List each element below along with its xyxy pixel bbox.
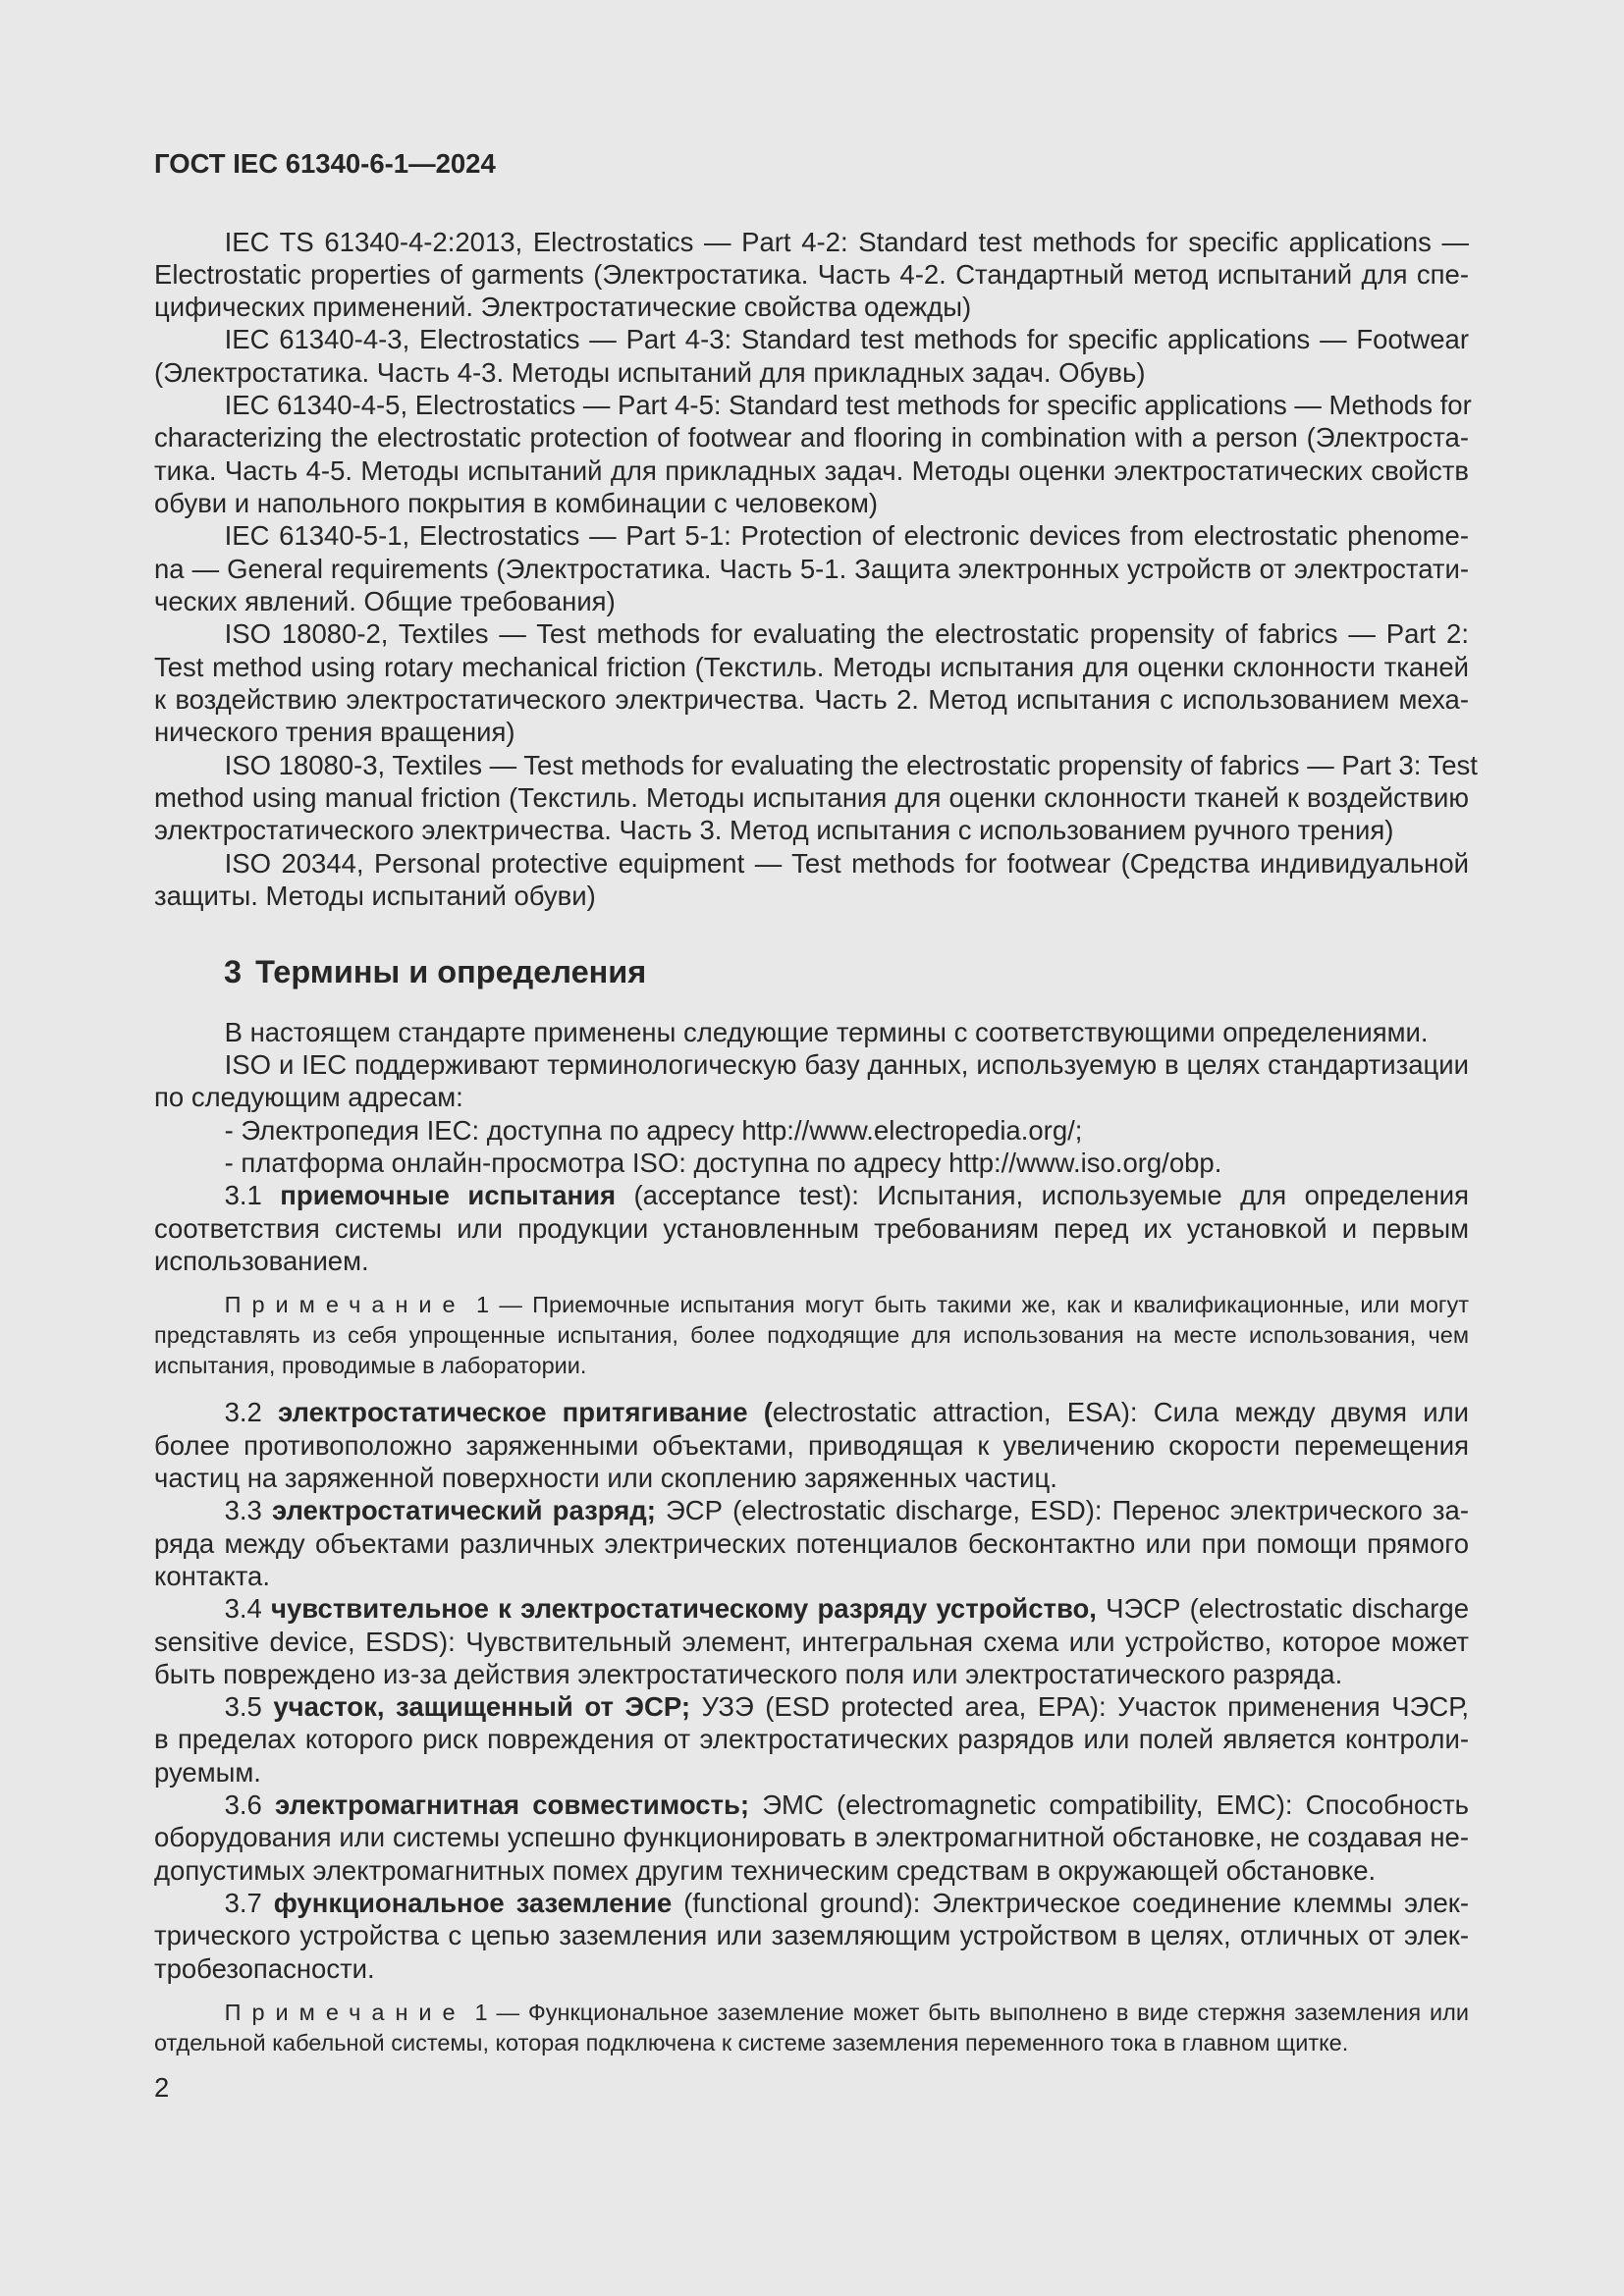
term-name: электромагнитная совместимость;: [275, 1789, 750, 1821]
term-name: приемочные испытания: [280, 1180, 617, 1211]
text-run: (Электростатика. Часть 4-3. Методы испытаний для прикладных задач. Обувь): [154, 356, 1146, 388]
text-run: characterizing the electrostatic protection of footwear and flooring in combination with a person (Электроста-: [154, 422, 1469, 454]
term-name: участок, защищенный от ЭСР;: [273, 1691, 690, 1723]
text-line: [154, 487, 1469, 519]
text-run: ЭСР (electrostatic discharge, ESD): Перенос электрического за-: [655, 1495, 1469, 1526]
text-line: [154, 226, 1469, 258]
text-line: [154, 1821, 1469, 1853]
text-run: трического устройства с цепью заземления или заземляющим устройством в целях, отличных от элек-: [154, 1920, 1469, 1951]
text-line: [154, 1626, 1469, 1658]
text-run: частиц на заряженной поверхности или скоплению заряженных частиц.: [154, 1462, 1057, 1493]
text-line: [154, 1081, 1469, 1113]
text-line: [154, 1147, 1469, 1179]
text-line: [154, 1887, 1469, 1919]
text-line: [154, 1658, 1469, 1690]
text-run: испытания, проводимые в лаборатории.: [154, 1352, 587, 1378]
reference-entry: [154, 323, 1469, 389]
text-run: method using manual friction (Текстиль. Методы испытания для оценки склонности тканей к воздействию: [154, 782, 1469, 814]
text-run: ISO 20344, Personal protective equipment — Test methods for footwear (Средства индивидуальной: [224, 847, 1469, 879]
term-entry: [154, 1179, 1469, 1277]
text-run: IEC 61340-5-1, Electrostatics — Part 5-1: Protection of electronic devices from electrostatic phenome-: [224, 520, 1469, 552]
list-item: [154, 1147, 1469, 1179]
text-run: IEC 61340-4-3, Electrostatics — Part 4-3: Standard test methods for specific applications — Footwear: [224, 324, 1469, 355]
reference-entry: [154, 519, 1469, 617]
text-run: в пределах которого риск повреждения от электростатических разрядов или полей является контроли-: [154, 1724, 1469, 1755]
text-line: [154, 1212, 1469, 1245]
text-run: ISO 18080-3, Textiles — Test methods for evaluating the electrostatic propensity of fabrics — Part 3: Test: [224, 749, 1478, 780]
text-run: тробезопасности.: [154, 1952, 375, 1984]
text-line: [154, 323, 1469, 355]
text-line: [154, 421, 1469, 454]
section-heading: [224, 952, 646, 991]
text-run: (functional ground): Электрическое соединение клеммы элек-: [672, 1888, 1469, 1919]
term-entry: [154, 1494, 1469, 1592]
text-line: [154, 716, 1469, 748]
text-run: Test method using rotary mechanical friction (Текстиль. Методы испытания для оценки склонности тканей: [154, 651, 1469, 682]
text-run: руемым.: [154, 1756, 261, 1788]
text-run: защиты. Методы испытаний обуви): [154, 881, 596, 912]
text-run: - платформа онлайн-просмотра ISO: доступна по адресу http://www.iso.org/obp.: [224, 1148, 1222, 1179]
text-run: 3.4: [224, 1593, 272, 1625]
normative-references-list: [154, 226, 1478, 913]
text-run: В настоящем стандарте применены следующие термины с соответствующими определениями.: [224, 1016, 1429, 1047]
text-line: [154, 1429, 1469, 1462]
text-run: тика. Часть 4-5. Методы испытаний для прикладных задач. Методы оценки электростатических свойств: [154, 454, 1469, 486]
text-run: 3.6: [224, 1789, 276, 1821]
text-line: [154, 389, 1472, 421]
text-line: [154, 1179, 1469, 1211]
text-run: 3.7: [224, 1888, 274, 1919]
text-line: [154, 651, 1469, 683]
text-run: IEC 61340-4-5, Electrostatics — Part 4-5: Standard test methods for specific applications — Methods for: [224, 390, 1472, 421]
text-line: [154, 1320, 1469, 1351]
text-run: к воздействию электростатического электричества. Часть 2. Метод испытания с использованием меха-: [154, 684, 1469, 716]
text-run: ЧЭСР (electrostatic discharge: [1096, 1593, 1469, 1625]
text-run: представлять из себя упрощенные испытания, более подходящие для использования на месте использования, чем: [154, 1322, 1469, 1349]
text-line: [154, 749, 1478, 781]
text-line: [154, 617, 1469, 650]
text-line: [154, 1854, 1469, 1887]
text-line: [154, 1462, 1469, 1494]
term-name: чувствительное к электростатическому разряду устройство,: [271, 1593, 1097, 1625]
text-run: отдельной кабельной системы, которая подключена к системе заземления переменного тока в главном щитке.: [154, 2029, 1349, 2056]
text-line: [154, 1351, 1469, 1381]
section-title: Термины и определения: [255, 954, 647, 989]
text-line: [154, 683, 1469, 716]
text-run: ISO 18080-2, Textiles — Test methods for evaluating the electrostatic propensity of fabrics — Part 2:: [224, 618, 1469, 650]
text-line: [154, 1998, 1469, 2028]
text-line: [154, 1290, 1469, 1320]
text-run: 1 — Приемочные испытания могут быть такими же, как и квалификационные, или могут: [465, 1292, 1469, 1318]
text-line: [154, 1048, 1469, 1081]
text-run: более противоположно заряженными объектами, приводящая к увеличению скорости перемещения: [154, 1429, 1469, 1461]
text-line: [154, 1919, 1469, 1951]
note-label: Примечание: [224, 1292, 466, 1318]
text-run: ческих явлений. Общие требования): [154, 586, 616, 617]
text-line: [154, 1560, 1469, 1592]
text-run: ряда между объектами различных электрических потенциалов бесконтактно или при помощи прямого: [154, 1527, 1469, 1559]
term-entry: [154, 1396, 1469, 1494]
text-line: [154, 1527, 1469, 1560]
text-line: [154, 1016, 1469, 1048]
text-line: [154, 814, 1469, 846]
text-run: na — General requirements (Электростатика. Часть 5-1. Защита электронных устройств от электростати-: [154, 553, 1469, 584]
text-run: использованием.: [154, 1246, 369, 1277]
term-entry: [154, 1592, 1469, 1690]
text-line: [154, 585, 1469, 617]
text-line: [154, 454, 1469, 487]
text-line: [154, 1789, 1469, 1821]
text-line: [154, 847, 1469, 880]
text-run: 3.2: [224, 1397, 279, 1428]
text-line: [154, 781, 1469, 814]
term-entry: [154, 1690, 1469, 1789]
paragraph: [154, 1048, 1469, 1114]
text-line: [154, 1592, 1469, 1625]
text-run: электростатического электричества. Часть 3. Метод испытания с использованием ручного трения): [154, 815, 1394, 846]
text-line: [154, 1245, 1469, 1277]
text-line: [154, 258, 1469, 291]
text-run: (acceptance test): Испытания, используемые для определения: [616, 1180, 1469, 1211]
reference-entry: [154, 226, 1469, 324]
section-body: [154, 1016, 1469, 2074]
note-label: Примечание: [224, 2000, 466, 2026]
reference-entry: [154, 617, 1469, 748]
text-run: УЗЭ (ESD protected area, EPA): Участок применения ЧЭСР,: [690, 1691, 1469, 1723]
text-run: Electrostatic properties of garments (Электростатика. Часть 4-2. Стандартный метод испытаний для спе-: [154, 258, 1469, 290]
text-line: [154, 1756, 1469, 1789]
text-line: [154, 291, 1469, 323]
text-run: ISO и IEC поддерживают терминологическую базу данных, используемую в целях стандартизации: [224, 1049, 1469, 1081]
text-line: [154, 1690, 1469, 1723]
note: [154, 1998, 1469, 2057]
note: [154, 1290, 1469, 1380]
text-line: [154, 880, 1469, 912]
text-run: IEC TS 61340-4-2:2013, Electrostatics — Part 4-2: Standard test methods for specific applications —: [224, 226, 1469, 257]
reference-entry: [154, 749, 1478, 847]
text-line: [154, 1723, 1469, 1755]
text-line: [154, 1494, 1469, 1526]
text-line: [154, 553, 1469, 585]
reference-entry: [154, 847, 1469, 913]
paragraph: [154, 1016, 1469, 1048]
text-run: по следующим адресам:: [154, 1082, 463, 1113]
document-designation: ГОСТ IEC 61340-6-1—2024: [154, 148, 496, 179]
text-line: [154, 1396, 1469, 1428]
text-run: - Электропедия IEC: доступна по адресу http://www.electropedia.org/;: [224, 1114, 1083, 1146]
text-run: 1 — Функциональное заземление может быть выполнено в виде стержня заземления или: [465, 2000, 1469, 2026]
text-line: [154, 1114, 1469, 1147]
text-run: 3.3: [224, 1495, 272, 1526]
term-name: функциональное заземление: [273, 1888, 673, 1919]
text-run: контакта.: [154, 1560, 270, 1591]
text-run: 3.5: [224, 1691, 274, 1723]
text-line: [154, 519, 1469, 552]
term-name: электростатическое притягивание (: [278, 1397, 773, 1428]
text-line: [154, 1952, 1469, 1985]
list-item: [154, 1114, 1469, 1147]
term-name: электростатический разряд;: [271, 1495, 656, 1526]
section-number: 3: [224, 954, 243, 989]
term-entry: [154, 1887, 1469, 1985]
text-run: допустимых электромагнитных помех другим техническим средствам в окружающей обстановке.: [154, 1854, 1377, 1886]
text-run: соответствия системы или продукции установленным требованиям перед их установкой и первым: [154, 1212, 1469, 1244]
page-number: 2: [154, 2072, 170, 2103]
reference-entry: [154, 389, 1472, 519]
term-entry: [154, 1789, 1469, 1887]
text-run: 3.1: [224, 1180, 281, 1211]
text-run: electrostatic attraction, ESA): Сила между двумя или: [772, 1397, 1469, 1428]
text-run: оборудования или системы успешно функционировать в электромагнитной обстановке, не создавая не-: [154, 1822, 1469, 1853]
text-run: нического трения вращения): [154, 717, 515, 748]
text-line: [154, 2028, 1469, 2058]
text-run: ЭМС (electromagnetic compatibility, EMC): Способность: [749, 1789, 1469, 1821]
text-run: обуви и напольного покрытия в комбинации с человеком): [154, 488, 879, 519]
text-run: цифических применений. Электростатические свойства одежды): [154, 292, 972, 323]
text-line: [154, 356, 1469, 389]
text-run: быть повреждено из-за действия электростатического поля или электростатического разряда.: [154, 1658, 1343, 1689]
text-run: sensitive device, ESDS): Чувствительный элемент, интегральная схема или устройство, которое может: [154, 1626, 1469, 1657]
